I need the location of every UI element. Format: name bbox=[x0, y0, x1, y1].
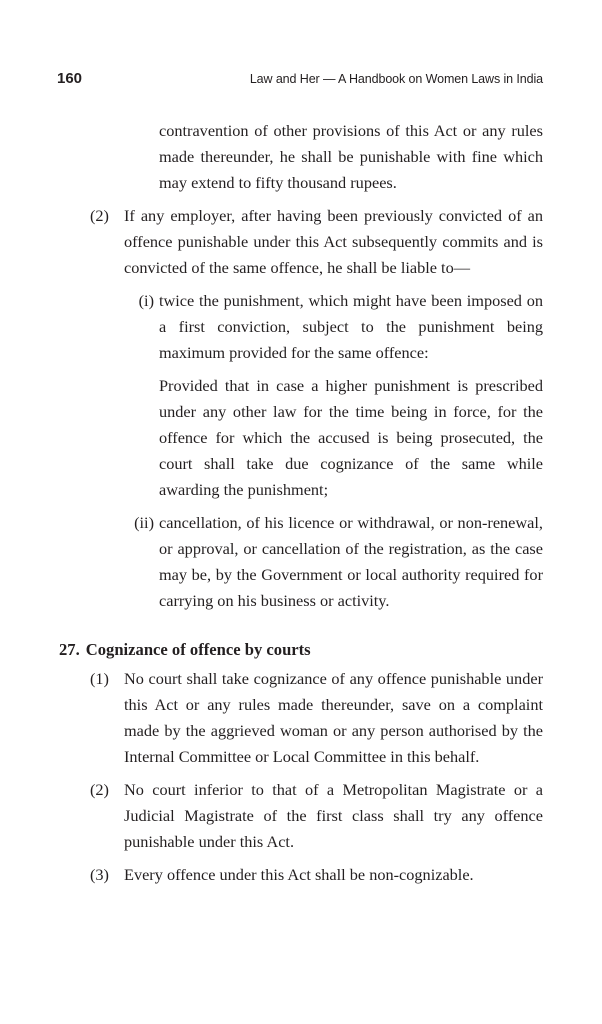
sub-clause-i bbox=[138, 288, 543, 366]
section-27-clause-3-marker: (3) bbox=[90, 865, 109, 884]
continuation-paragraph: contravention of other provisions of this Act or any rules made thereunder, he shall be punishable with fine which may extend to fifty thousand rupees. bbox=[159, 121, 543, 192]
sub-clause-ii-text: cancellation, of his licence or withdrawal, or non-renewal, or approval, or cancellation of the registration, as the case may be, by the Government or local authority required for carrying on his business or activity. bbox=[159, 513, 543, 610]
sub-clause-i-text: twice the punishment, which might have been imposed on a first conviction, subject to the punishment being maximum provided for the same offence: bbox=[159, 291, 543, 362]
section-27-clause-2-text: No court inferior to that of a Metropolitan Magistrate or a Judicial Magistrate of the first class shall try any offence punishable under this Act. bbox=[124, 780, 543, 851]
proviso-paragraph: Provided that in case a higher punishment is prescribed under any other law for the time being in force, for the offence for which the accused is being prosecuted, the court shall take due cognizance of the same while awarding the punishment; bbox=[159, 376, 543, 499]
section-27-clause-3 bbox=[90, 862, 543, 888]
section-27-clause-2-marker: (2) bbox=[90, 780, 109, 799]
sub-clause-ii-marker: (ii) bbox=[134, 513, 154, 532]
sub-clause-i-marker: (i) bbox=[138, 291, 154, 310]
section-number: 27. bbox=[59, 640, 80, 659]
page-header bbox=[57, 70, 543, 92]
running-title: Law and Her — A Handbook on Women Laws in India bbox=[249, 72, 543, 86]
section-title: Cognizance of offence by courts bbox=[85, 640, 311, 659]
section-27-heading bbox=[59, 637, 602, 663]
section-27-clause-2 bbox=[90, 777, 543, 855]
section-27-clause-1-text: No court shall take cognizance of any offence punishable under this Act or any rules made thereunder, save on a complaint made by the aggrieved woman or any person authorised by the Internal Committee or Local Committee in this behalf. bbox=[124, 669, 543, 766]
page-number: 160 bbox=[57, 70, 83, 87]
section-27-clause-1 bbox=[90, 666, 543, 770]
clause-2-text: If any employer, after having been previously convicted of an offence punishable under this Act subsequently commits and is convicted of the same offence, he shall be liable to— bbox=[124, 206, 543, 277]
section-27-clause-3-text: Every offence under this Act shall be non-cognizable. bbox=[124, 865, 474, 884]
section-27-clause-1-marker: (1) bbox=[90, 669, 109, 688]
clause-2 bbox=[90, 203, 543, 281]
clause-2-marker: (2) bbox=[90, 206, 109, 225]
page-body bbox=[0, 118, 602, 888]
sub-clause-ii bbox=[134, 510, 543, 614]
